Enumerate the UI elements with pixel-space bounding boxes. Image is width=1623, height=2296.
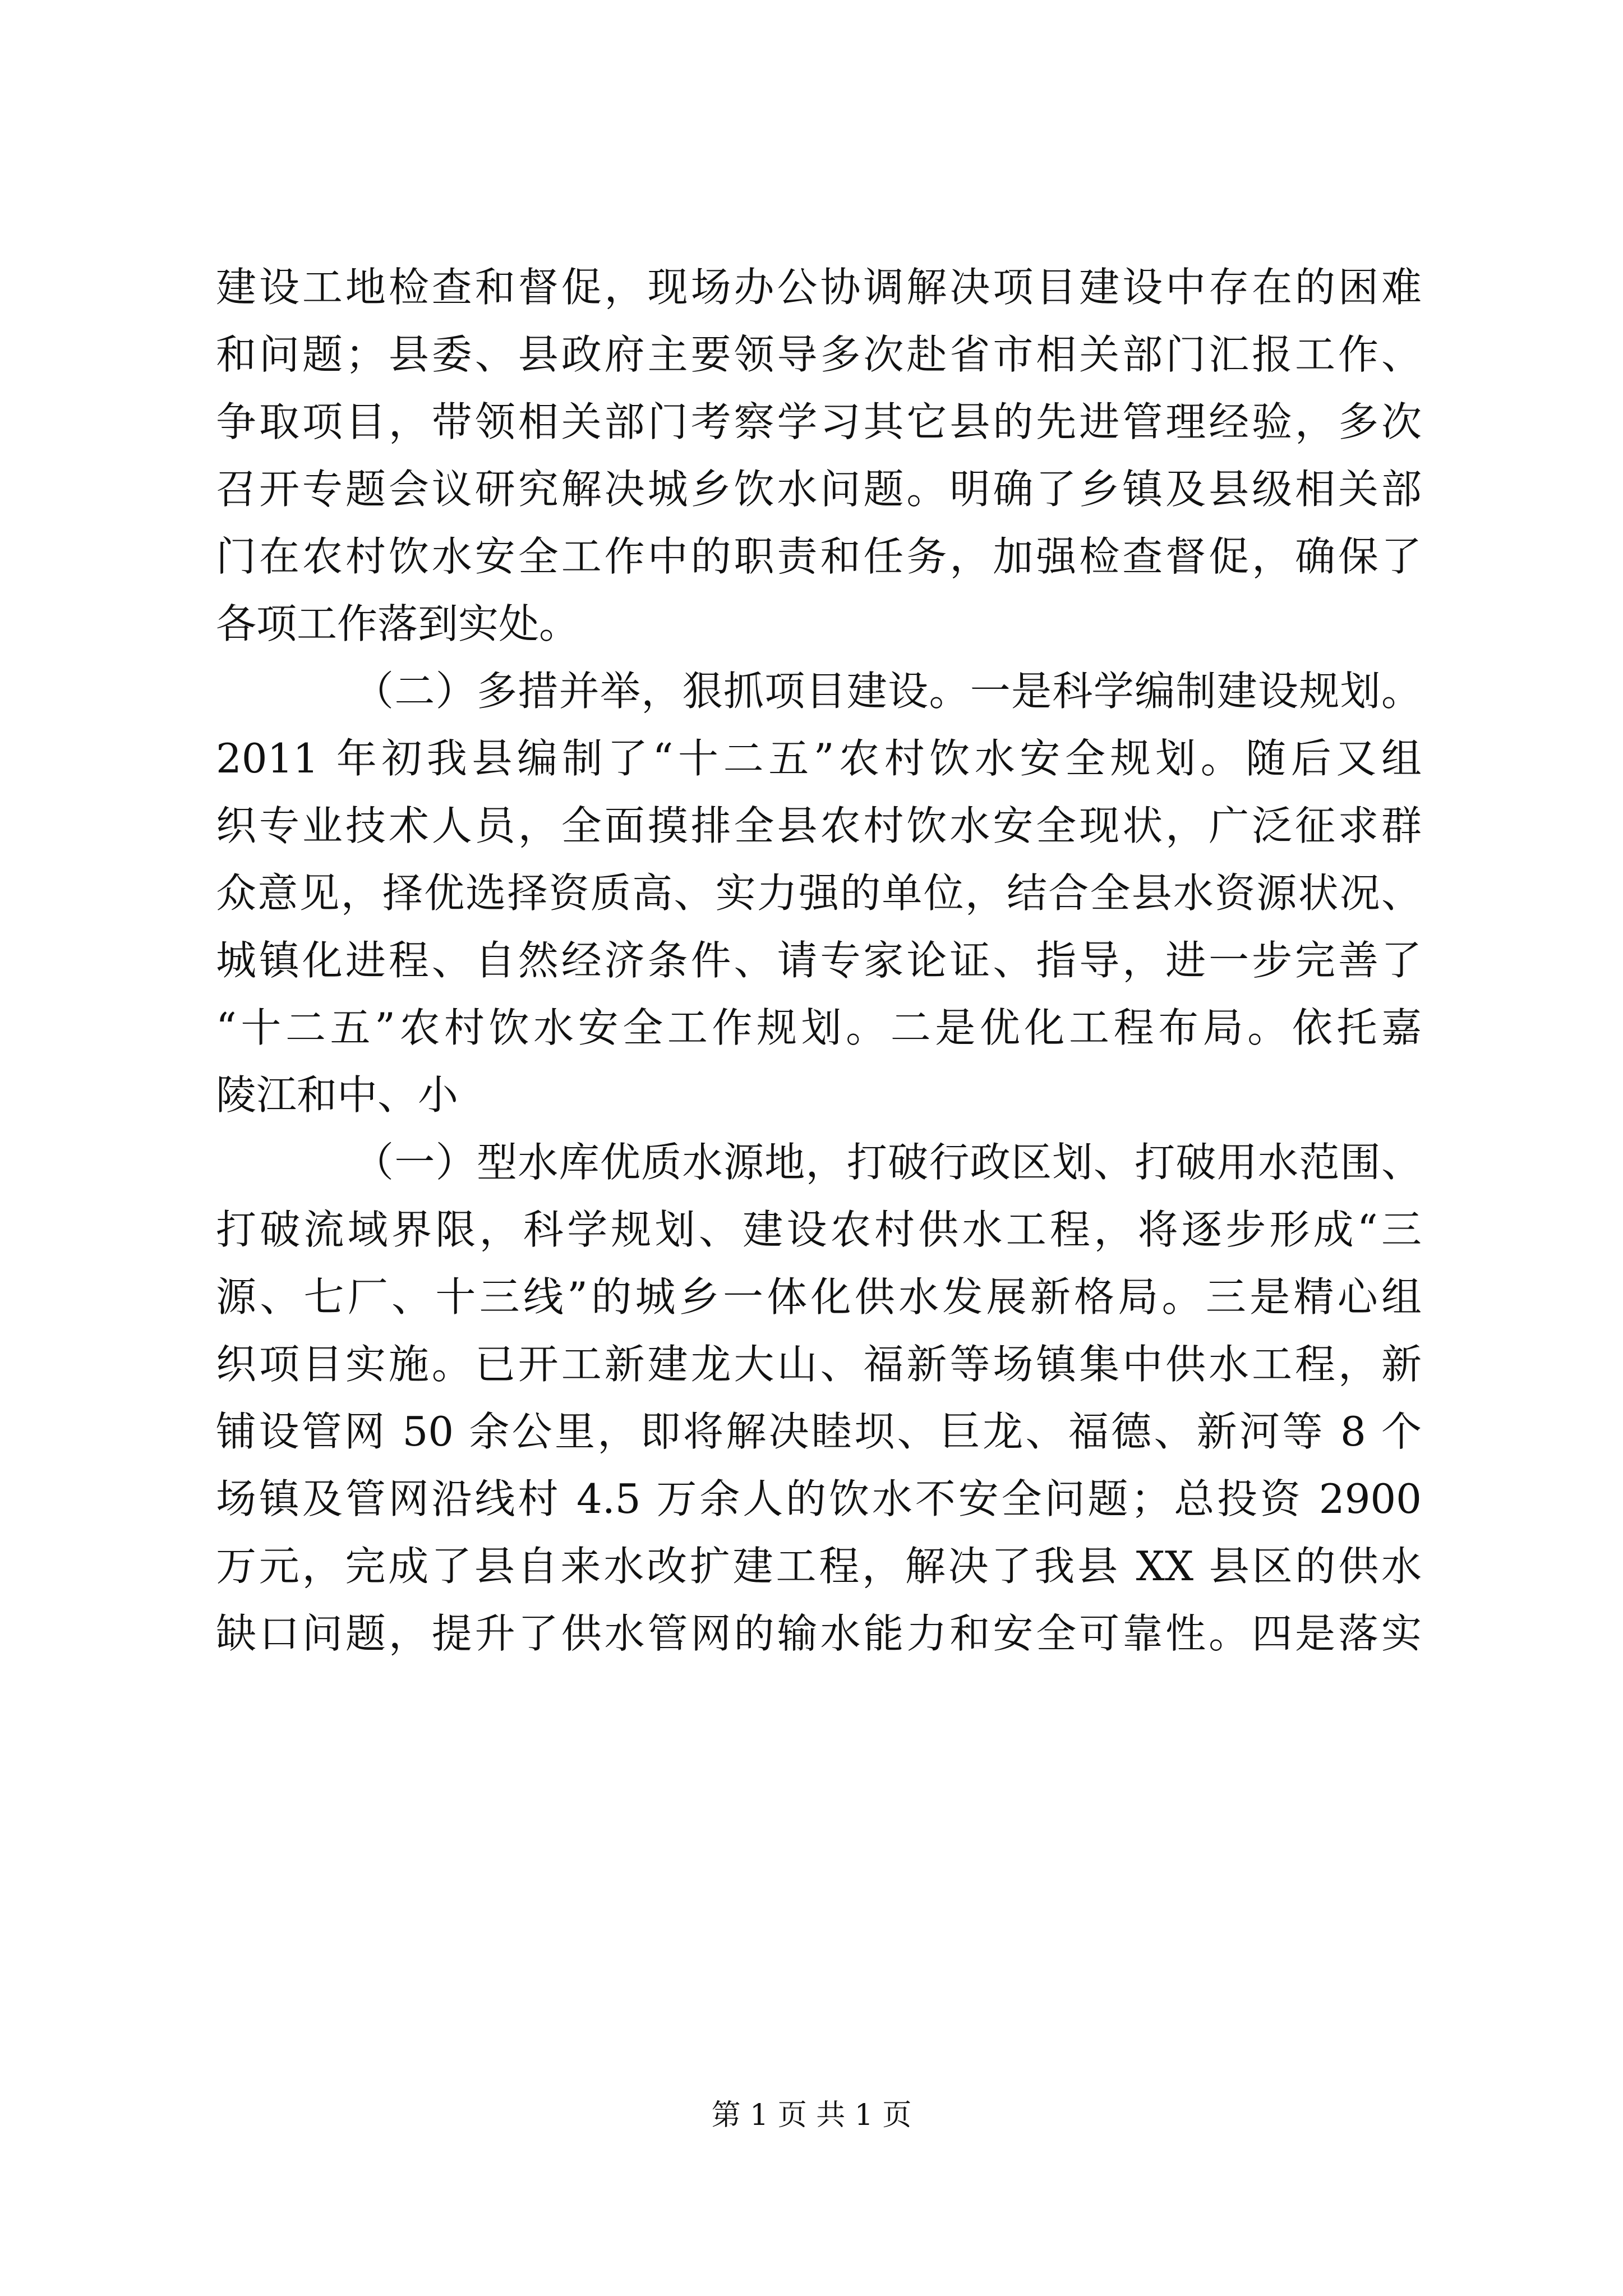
text-line-20: 万元，完成了县自来水改扩建工程，解决了我县 XX 县区的供水 — [216, 1543, 1422, 1590]
text-line-2: 和问题；县委、县政府主要领导多次赴省市相关部门汇报工作、 — [216, 331, 1422, 378]
text-line-3: 争取项目，带领相关部门考察学习其它县的先进管理经验，多次 — [216, 398, 1422, 445]
text-line-8: 2011 年初我县编制了“十二五”农村饮水安全规划。随后又组 — [216, 735, 1422, 782]
text-line-19: 场镇及管网沿线村 4.5 万余人的饮水不安全问题；总投资 2900 — [216, 1475, 1422, 1522]
body-text — [216, 254, 1422, 1667]
text-line-14: （一）型水库优质水源地，打破行政区划、打破用水范围、 — [353, 1139, 1422, 1186]
text-line-11: 城镇化进程、自然经济条件、请专家论证、指导，进一步完善了 — [216, 937, 1422, 984]
text-line-13: 陵江和中、小 — [216, 1071, 459, 1119]
text-line-21: 缺口问题，提升了供水管网的输水能力和安全可靠性。四是落实 — [216, 1610, 1422, 1657]
text-line-10: 众意见，择优选择资质高、实力强的单位，结合全县水资源状况、 — [216, 869, 1422, 917]
text-line-7: （二）多措并举，狠抓项目建设。一是科学编制建设规划。 — [353, 668, 1422, 715]
text-line-9: 织专业技术人员，全面摸排全县农村饮水安全现状，广泛征求群 — [216, 802, 1422, 849]
text-line-17: 织项目实施。已开工新建龙大山、福新等场镇集中供水工程，新 — [216, 1341, 1422, 1388]
text-line-18: 铺设管网 50 余公里，即将解决睦坝、巨龙、福德、新河等 8 个 — [216, 1408, 1422, 1455]
text-line-1: 建设工地检查和督促，现场办公协调解决项目建设中存在的困难 — [216, 264, 1422, 311]
text-line-6: 各项工作落到实处。 — [216, 600, 580, 647]
text-line-5: 门在农村饮水安全工作中的职责和任务，加强检查督促，确保了 — [216, 533, 1422, 580]
page-footer: 第 1 页 共 1 页 — [711, 2099, 912, 2132]
text-line-16: 源、七厂、十三线”的城乡一体化供水发展新格局。三是精心组 — [216, 1273, 1422, 1320]
text-line-4: 召开专题会议研究解决城乡饮水问题。明确了乡镇及县级相关部 — [216, 466, 1422, 513]
text-line-12: “十二五”农村饮水安全工作规划。二是优化工程布局。依托嘉 — [216, 1004, 1422, 1051]
text-line-15: 打破流域界限，科学规划、建设农村供水工程，将逐步形成“三 — [216, 1206, 1422, 1253]
